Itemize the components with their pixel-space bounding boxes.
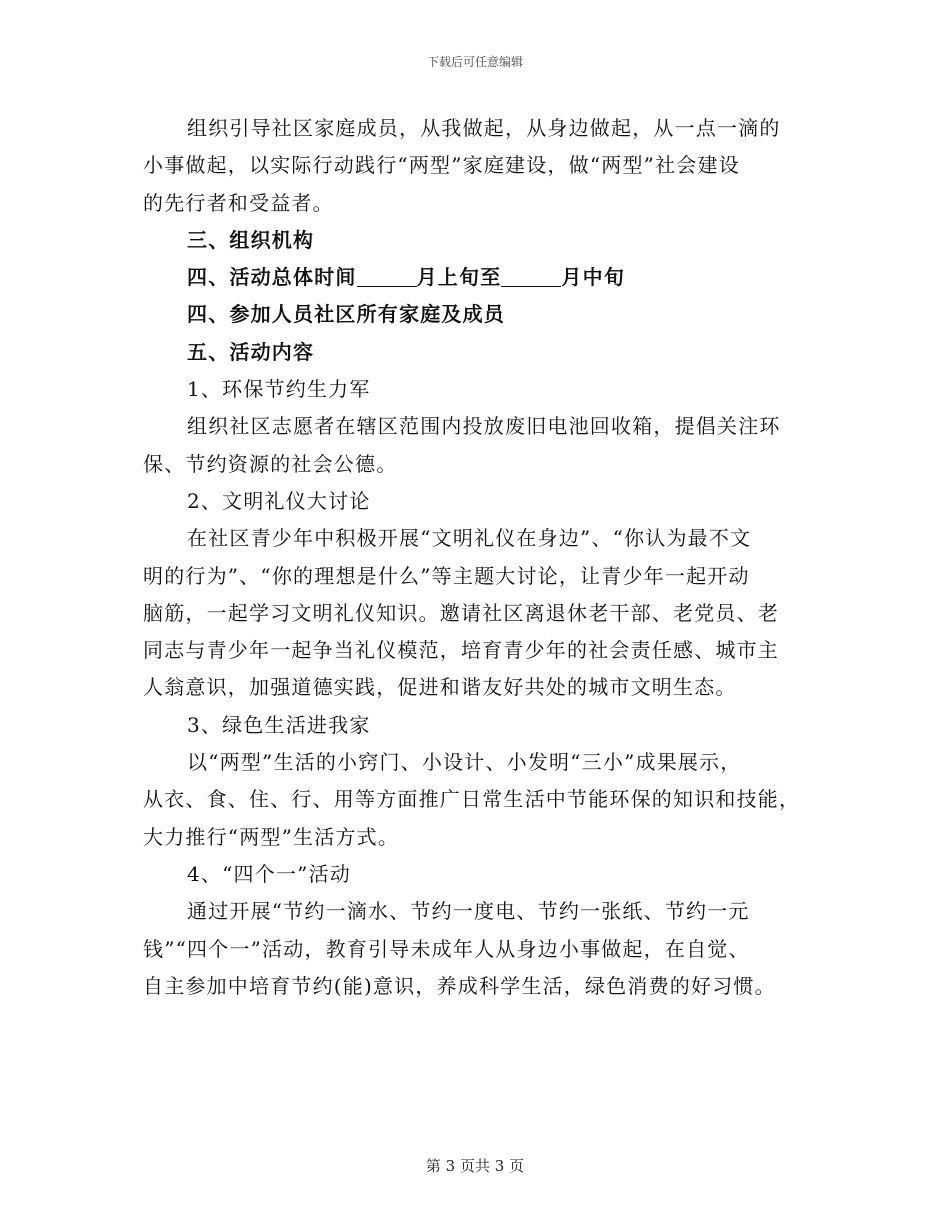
- item-title: 4、“四个一”活动: [187, 861, 351, 886]
- paragraph-line: 以“两型”生活的小窍门、小设计、小发明“三小”成果展示，: [187, 750, 742, 775]
- paragraph-line: 自主参加中培育节约(能)意识，养成科学生活，绿色消费的好习惯。: [143, 973, 776, 998]
- paragraph-line: 组织社区志愿者在辖区范围内投放废旧电池回收箱，提倡关注环: [187, 414, 781, 439]
- paragraph-line: 脑筋，一起学习文明礼仪知识。邀请社区离退休老干部、老党员、老: [143, 600, 779, 625]
- paragraph-line: 钱”“四个一”活动，教育引导未成年人从身边小事做起，在自觉、: [143, 936, 750, 961]
- blank-underline: [501, 266, 561, 287]
- paragraph-line: 明的行为”、“你的理想是什么”等主题大讨论，让青少年一起开动: [143, 563, 750, 588]
- time-label: 四、活动总体时间: [187, 265, 357, 290]
- item-title: 2、文明礼仪大讨论: [187, 488, 371, 513]
- section-heading-participants: 四、参加人员社区所有家庭及成员: [187, 302, 505, 327]
- paragraph-line: 组织引导社区家庭成员，从我做起，从身边做起，从一点一滴的: [187, 116, 781, 140]
- section-heading-time: [143, 259, 803, 296]
- blank-underline: [357, 266, 417, 287]
- paragraph-line: 保、节约资源的社会公德。: [143, 451, 398, 476]
- paragraph-line: 大力推行“两型”生活方式。: [143, 824, 400, 849]
- time-mid: 月上旬至: [416, 265, 502, 290]
- paragraph-line: 人翁意识，加强道德实践，促进和谐友好共处的城市文明生态。: [143, 675, 737, 700]
- paragraph-line: 同志与青少年一起争当礼仪模范，培育青少年的社会责任感、城市主: [143, 638, 779, 663]
- page-footer: 第 3 页共 3 页: [425, 1157, 525, 1175]
- item-title: 3、绿色生活进我家: [187, 712, 371, 737]
- page-header: 下载后可任意编辑: [426, 55, 523, 69]
- paragraph-line: 在社区青少年中积极开展“文明礼仪在身边”、“你认为最不文: [187, 526, 752, 551]
- section-heading-content: 五、活动内容: [187, 339, 315, 364]
- paragraph-line: 通过开展“节约一滴水、节约一度电、节约一张纸、节约一元: [187, 899, 750, 924]
- time-suffix: 月中旬: [561, 265, 626, 290]
- item-title: 1、环保节约生力军: [187, 377, 371, 402]
- document-body: [143, 110, 803, 1005]
- paragraph-line: 小事做起，以实际行动践行“两型”家庭建设，做“两型”社会建设: [143, 153, 740, 178]
- section-heading-organization: 三、组织机构: [187, 227, 315, 252]
- paragraph-line: 的先行者和受益者。: [143, 190, 334, 215]
- paragraph-line: 从衣、食、住、行、用等方面推广日常生活中节能环保的知识和技能，: [143, 787, 801, 812]
